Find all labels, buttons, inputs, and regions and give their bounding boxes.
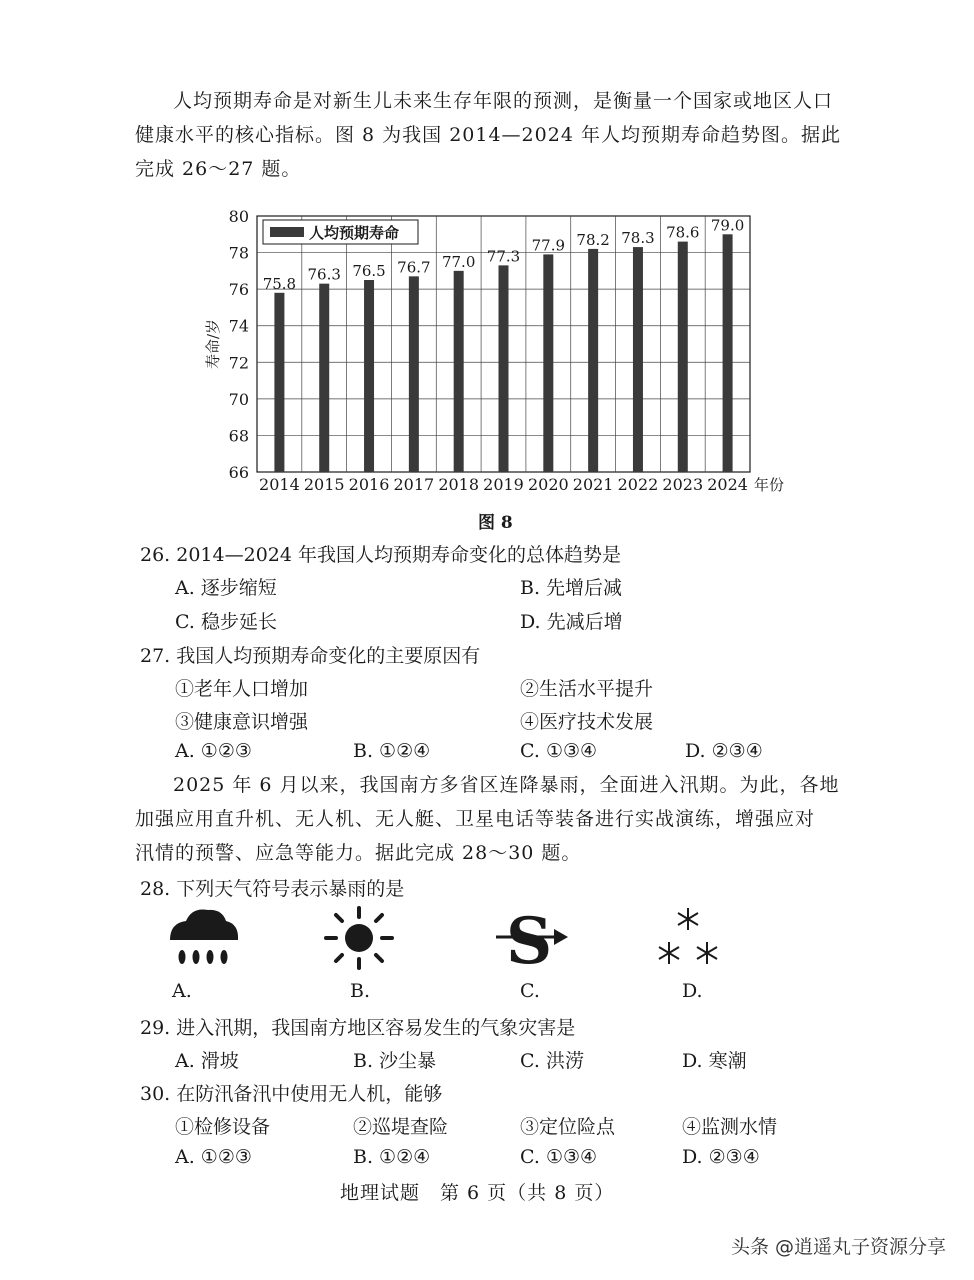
y-tick-label: 68 [228,426,249,446]
q28-option-c[interactable]: C. [520,980,540,1002]
q28-stem: 28. 下列天气符号表示暴雨的是 [140,878,405,900]
bar [543,254,553,472]
q27-statement-3: ③健康意识增强 [175,711,309,733]
q29-option-b[interactable]: B. 沙尘暴 [353,1050,437,1072]
intro2-paragraph [135,768,855,870]
watermark: 头条 @逍遥丸子资源分享 [730,1236,946,1258]
q30-statement-4: ④监测水情 [682,1116,778,1138]
q29-stem: 29. 进入汛期，我国南方地区容易发生的气象灾害是 [140,1017,576,1039]
bar-value-label: 78.6 [666,223,700,242]
bar [319,284,329,472]
y-tick-label: 74 [228,316,249,336]
x-tick-label: 2018 [438,475,480,494]
y-tick-label: 66 [228,463,249,482]
bar-value-label: 77.0 [441,252,476,271]
y-tick-label: 78 [228,243,249,263]
q27-statement-2: ②生活水平提升 [520,678,654,700]
bar-value-label: 76.7 [397,258,431,277]
x-tick-label: 2022 [617,475,659,494]
q30-option-c[interactable]: C. ①③④ [520,1146,598,1168]
q27-stem: 27. 我国人均预期寿命变化的主要原因有 [140,645,481,667]
intro-paragraph [135,84,855,186]
q30-statement-2: ②巡堤查险 [353,1116,449,1138]
heavy-rain-icon [166,905,242,971]
q26-option-d[interactable]: D. 先减后增 [520,611,623,633]
x-tick-label: 2019 [483,475,524,494]
intro-line-1: 人均预期寿命是对新生儿未来生存年限的预测，是衡量一个国家或地区人口 [173,90,834,112]
y-tick-label: 76 [228,280,249,300]
life-expectancy-chart [200,198,790,508]
y-tick-label: 70 [228,389,249,409]
q28-option-d[interactable]: D. [682,980,703,1002]
q26-option-a[interactable]: A. 逐步缩短 [175,577,277,599]
x-tick-label: 2015 [303,475,345,494]
x-tick-label: 2020 [527,475,569,494]
x-tick-label: 2021 [572,475,614,494]
bar-value-label: 78.2 [576,230,610,249]
bar [678,242,688,472]
intro2-line-2: 加强应用直升机、无人机、无人艇、卫星电话等装备进行实战演练，增强应对 [135,808,816,830]
q28-option-a[interactable]: A. [172,980,192,1002]
q30-stem: 30. 在防汛备汛中使用无人机，能够 [140,1083,443,1105]
x-tick-label: 2017 [393,475,435,494]
legend-swatch [270,227,304,237]
bar-value-label: 76.3 [307,265,341,284]
intro-line-3: 完成 26～27 题。 [135,158,302,180]
intro2-line-1: 2025 年 6 月以来，我国南方多省区连降暴雨，全面进入汛期。为此，各地 [173,774,840,796]
bar-value-label: 77.3 [486,247,521,266]
x-tick-label: 2016 [348,475,390,494]
figure-caption: 图 8 [478,513,513,533]
sun-icon [322,905,396,971]
q27-option-a[interactable]: A. ①②③ [175,740,252,762]
bar [588,249,598,472]
snow-icon [655,905,721,971]
q29-option-a[interactable]: A. 滑坡 [175,1050,239,1072]
q29-option-c[interactable]: C. 洪涝 [520,1050,584,1072]
bar [499,265,509,472]
q27-statement-4: ④医疗技术发展 [520,711,654,733]
bar-value-label: 75.8 [262,274,297,293]
q27-option-c[interactable]: C. ①③④ [520,740,598,762]
legend-label: 人均预期寿命 [309,224,400,242]
q30-option-a[interactable]: A. ①②③ [175,1146,252,1168]
bar [364,280,374,472]
q30-statement-1: ①检修设备 [175,1116,271,1138]
y-axis-label: 寿命/岁 [204,318,222,370]
svg-text:S: S [506,905,553,971]
bar [633,247,643,472]
q30-option-d[interactable]: D. ②③④ [682,1146,760,1168]
intro-line-2: 健康水平的核心指标。图 8 为我国 2014—2024 年人均预期寿命趋势图。据此 [135,124,841,146]
chart-svg [200,198,790,508]
sandstorm-icon [492,905,572,971]
bar [274,293,284,472]
q28-option-b[interactable]: B. [350,980,371,1002]
q27-option-b[interactable]: B. ①②④ [353,740,431,762]
page-footer: 地理试题 第 6 页（共 8 页） [340,1182,615,1204]
q26-option-b[interactable]: B. 先增后减 [520,577,623,599]
x-axis-label: 年份 [754,476,785,494]
x-tick-label: 2023 [662,475,704,494]
q30-statement-3: ③定位险点 [520,1116,616,1138]
x-tick-label: 2024 [707,475,748,494]
q27-statement-1: ①老年人口增加 [175,678,309,700]
q27-option-d[interactable]: D. ②③④ [685,740,763,762]
bar-value-label: 78.3 [621,229,655,248]
bar-value-label: 77.9 [531,236,566,255]
y-tick-label: 80 [228,207,249,226]
q30-option-b[interactable]: B. ①②④ [353,1146,431,1168]
bar [409,276,419,472]
q26-option-c[interactable]: C. 稳步延长 [175,611,277,633]
q26-stem: 26. 2014—2024 年我国人均预期寿命变化的总体趋势是 [140,544,622,566]
x-tick-label: 2014 [259,475,300,494]
bar-value-label: 79.0 [710,216,745,235]
bar [723,234,733,472]
y-tick-label: 72 [228,353,249,373]
bar [454,271,464,472]
bar-value-label: 76.5 [352,262,386,280]
intro2-line-3: 汛情的预警、应急等能力。据此完成 28～30 题。 [135,842,582,864]
q29-option-d[interactable]: D. 寒潮 [682,1050,747,1072]
